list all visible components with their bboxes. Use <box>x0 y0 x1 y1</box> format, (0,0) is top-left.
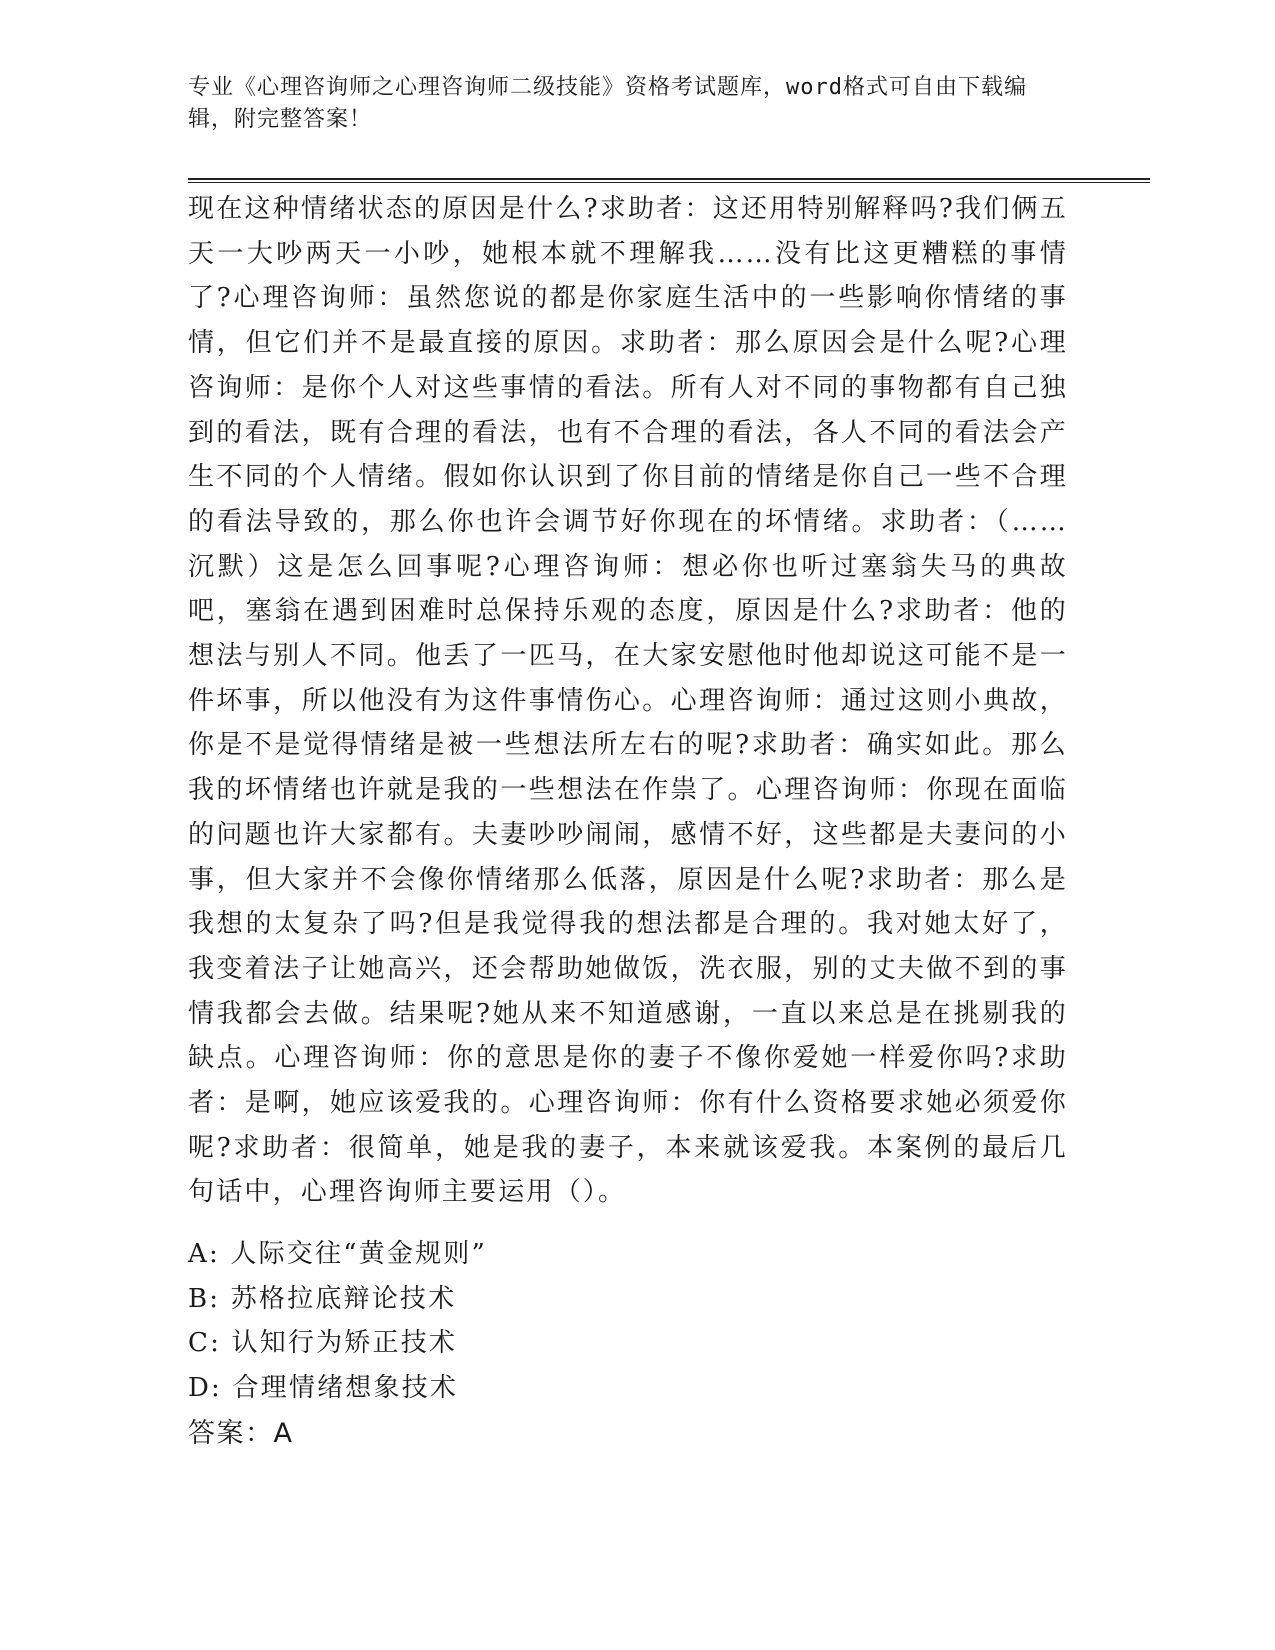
answer-options <box>188 1232 1068 1410</box>
answer-key: 答案：A <box>188 1418 294 1449</box>
question-text: 现在这种情绪状态的原因是什么?求助者：这还用特别解释吗?我们俩五天一大吵两天一小吵，她根本就不理解我……没有比这更糟糕的事情了?心理咨询师：虽然您说的都是你家庭生活中的一些影响你情绪的事情，但它们并不是最直接的原因。求助者：那么原因会是什么呢?心理咨询师：是你个人对这些事情的看法。所有人对不同的事物都有自己独到的看法，既有合理的看法，也有不合理的看法，各人不同的看法会产生不同的个人情绪。假如你认识到了你目前的情绪是你自己一些不合理的看法导致的，那么你也许会调节好你现在的坏情绪。求助者：（……沉默）这是怎么回事呢?心理咨询师：想必你也听过塞翁失马的典故吧，塞翁在遇到困难时总保持乐观的态度，原因是什么?求助者：他的想法与别人不同。他丢了一匹马，在大家安慰他时他却说这可能不是一件坏事，所以他没有为这件事情伤心。心理咨询师：通过这则小典故，你是不是觉得情绪是被一些想法所左右的呢?求助者：确实如此。那么我的坏情绪也许就是我的一些想法在作祟了。心理咨询师：你现在面临的问题也许大家都有。夫妻吵吵闹闹，感情不好，这些都是夫妻问的小事，但大家并不会像你情绪那么低落，原因是什么呢?求助者：那么是我想的太复杂了吗?但是我觉得我的想法都是合理的。我对她太好了，我变着法子让她高兴，还会帮助她做饭，洗衣服，别的丈夫做不到的事情我都会去做。结果呢?她从来不知道感谢，一直以来总是在挑剔我的缺点。心理咨询师：你的意思是你的妻子不像你爱她一样爱你吗?求助者：是啊，她应该爱我的。心理咨询师：你有什么资格要求她必须爱你呢?求助者：很简单，她是我的妻子，本来就该爱我。本案例的最后几句话中，心理咨询师主要运用（）。 <box>188 194 1068 1208</box>
header-divider-thick <box>188 178 1150 180</box>
option-a: A: 人际交往“黄金规则” <box>188 1239 487 1269</box>
option-b: B: 苏格拉底辩论技术 <box>188 1283 457 1314</box>
option-c: C: 认知行为矫正技术 <box>188 1328 458 1358</box>
document-header: 专业《心理咨询师之心理咨询师二级技能》资格考试题库，word格式可自由下载编辑，附完整答案！ <box>188 75 1027 132</box>
option-d: D: 合理情绪想象技术 <box>188 1372 459 1403</box>
header-divider-thin <box>188 182 1150 183</box>
